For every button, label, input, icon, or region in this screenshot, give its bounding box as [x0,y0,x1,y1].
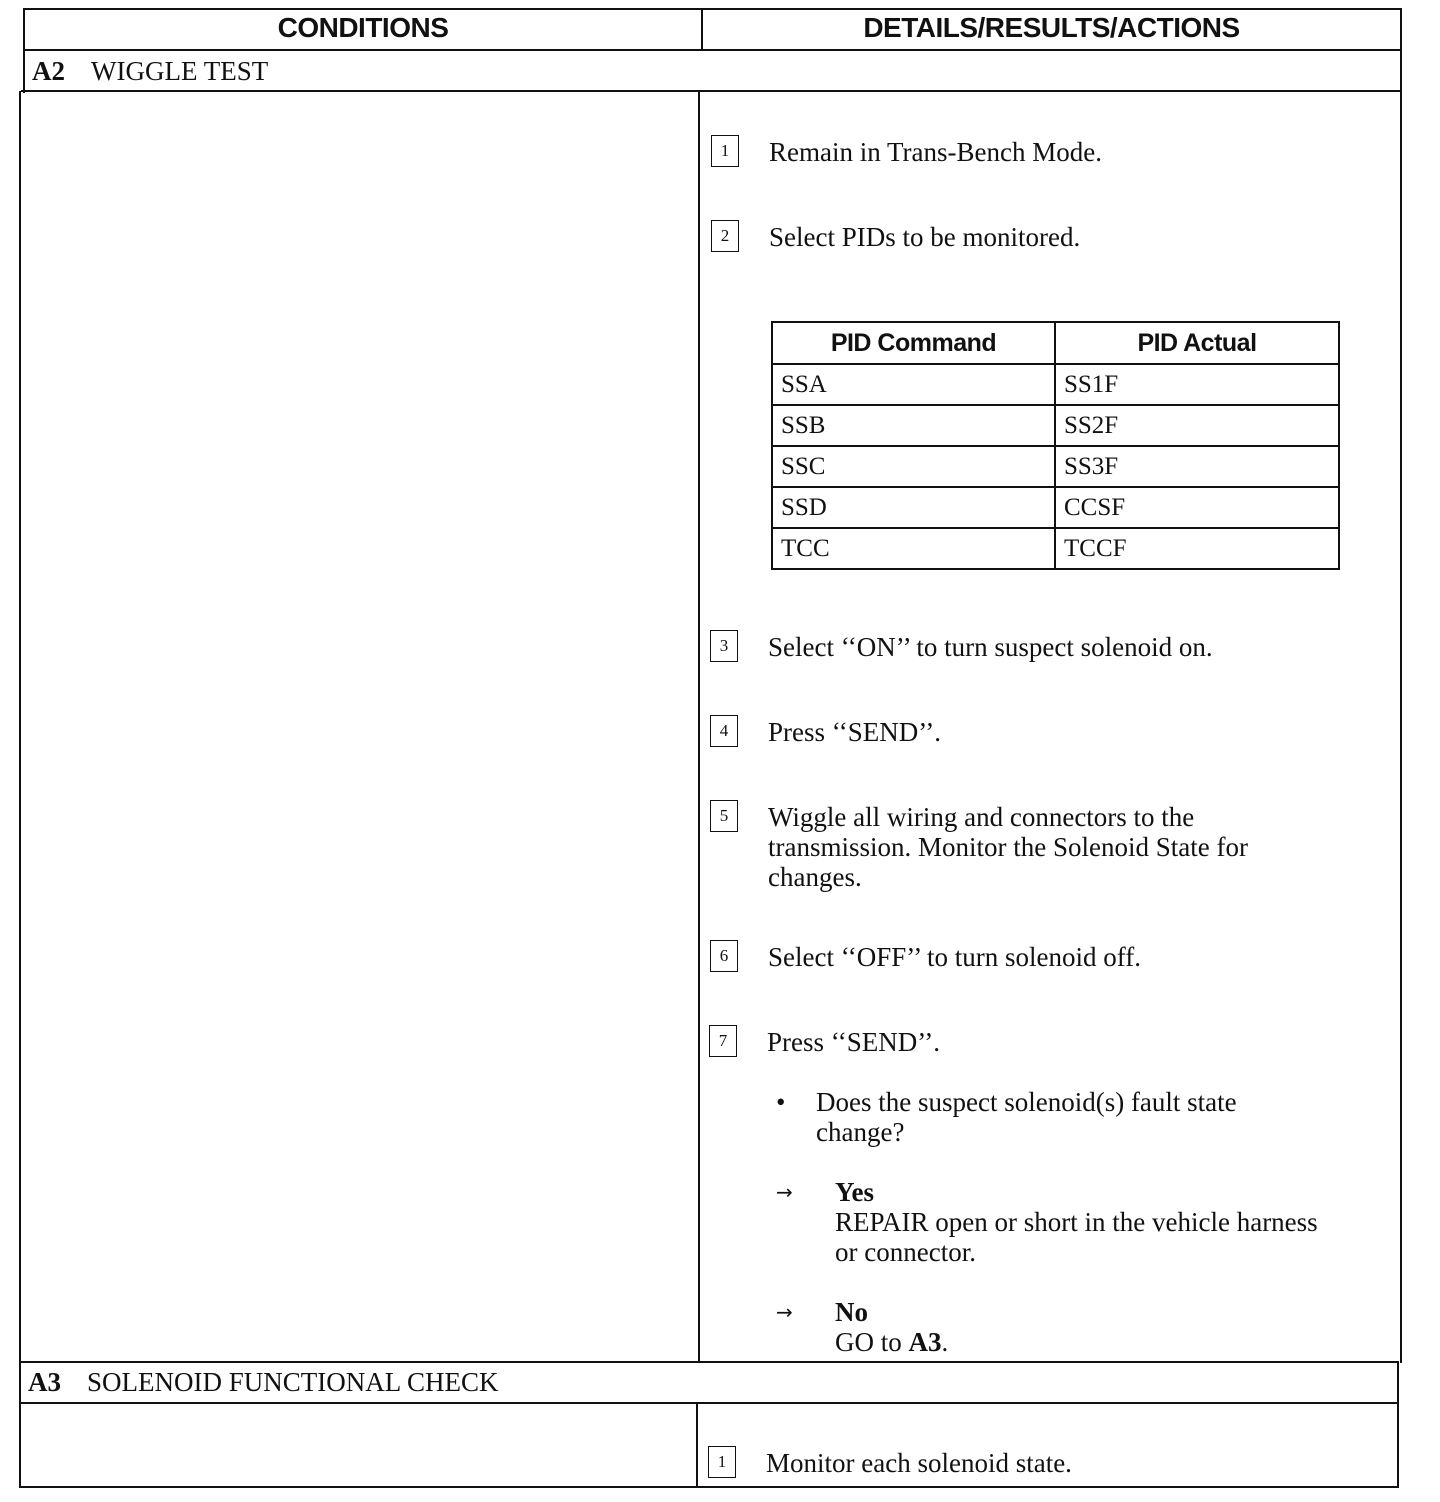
question-line: Does the suspect solenoid(s) fault state [816,1087,1237,1117]
step-text: Remain in Trans-Bench Mode. [769,137,1102,167]
section-a3-top [19,1361,1399,1363]
table-header-row [772,322,1339,364]
table-row [772,528,1339,569]
step-number-box: 5 [710,800,738,832]
table-row [772,446,1339,487]
conditions-header: CONDITIONS [277,12,449,43]
result-prefix: GO to [835,1327,909,1357]
table-row [772,405,1339,446]
pid-table [771,321,1340,570]
step-text: Monitor each solenoid state. [766,1448,1072,1478]
step-text: Select PIDs to be monitored. [769,222,1081,252]
result-suffix: . [941,1327,949,1357]
frame-top [23,8,1402,10]
frame-left-lower [19,91,21,1488]
step-number-box: 7 [709,1025,737,1057]
arrow-right-icon: → [776,1180,793,1204]
section-a3-divider [19,1402,1399,1404]
section-name-a3: SOLENOID FUNCTIONAL CHECK [87,1367,499,1397]
step-number-box: 6 [710,940,738,972]
result-label: No [835,1297,868,1327]
step-number-box: 3 [710,630,738,662]
section-a2-divider [21,90,1402,92]
column-header: PID Actual [1055,322,1339,364]
step-text-line: transmission. Monitor the Solenoid State for [768,832,1248,862]
section-title-a3 [28,1367,499,1398]
section-name-a2: WIGGLE TEST [91,56,269,86]
step-text: Select ‘‘ON’’ to turn suspect solenoid on. [768,632,1213,662]
frame-right [1400,8,1402,1363]
step-text: Press ‘‘SEND’’. [767,1027,940,1057]
section-id-a3: A3 [28,1367,61,1397]
step-text: Select ‘‘OFF’’ to turn solenoid off. [768,942,1141,972]
arrow-right-icon: → [776,1300,793,1324]
result-target: A3 [908,1327,942,1357]
step-text: Press ‘‘SEND’’. [768,717,941,747]
column-divider-a2 [698,91,700,1362]
column-divider-a3 [696,1402,698,1488]
table-cell: SSA [772,364,1055,405]
table-cell: SS1F [1055,364,1339,405]
step-number-box: 2 [711,220,739,252]
question [816,1087,1237,1147]
table-cell: SSD [772,487,1055,528]
question-line: change? [816,1117,905,1147]
result-line [835,1327,948,1357]
table-cell: SSC [772,446,1055,487]
step-text-line: Wiggle all wiring and connectors to the [768,802,1195,832]
result-no [835,1297,948,1357]
table-cell: TCCF [1055,528,1339,569]
table-row [772,364,1339,405]
step-number-box: 1 [711,135,739,167]
bullet-icon: • [776,1087,786,1117]
section-title-a2 [32,56,268,87]
step-number-box: 4 [710,715,738,747]
table-row [772,487,1339,528]
result-line: REPAIR open or short in the vehicle harness [835,1207,1318,1237]
step-text-line: changes. [768,862,862,892]
section-id-a2: A2 [32,56,65,86]
result-line: or connector. [835,1237,976,1267]
step-text [768,802,1248,892]
table-cell: SSB [772,405,1055,446]
table-cell: CCSF [1055,487,1339,528]
table-cell: SS2F [1055,405,1339,446]
step-number-box: 1 [708,1446,736,1478]
details-header: DETAILS/RESULTS/ACTIONS [863,12,1240,43]
column-header: PID Command [772,322,1055,364]
frame-bottom [19,1486,1399,1488]
table-cell: SS3F [1055,446,1339,487]
result-label: Yes [835,1177,874,1207]
header-divider [23,49,1402,51]
result-yes [835,1177,1318,1267]
table-cell: TCC [772,528,1055,569]
frame-right-lower [1397,1361,1399,1488]
